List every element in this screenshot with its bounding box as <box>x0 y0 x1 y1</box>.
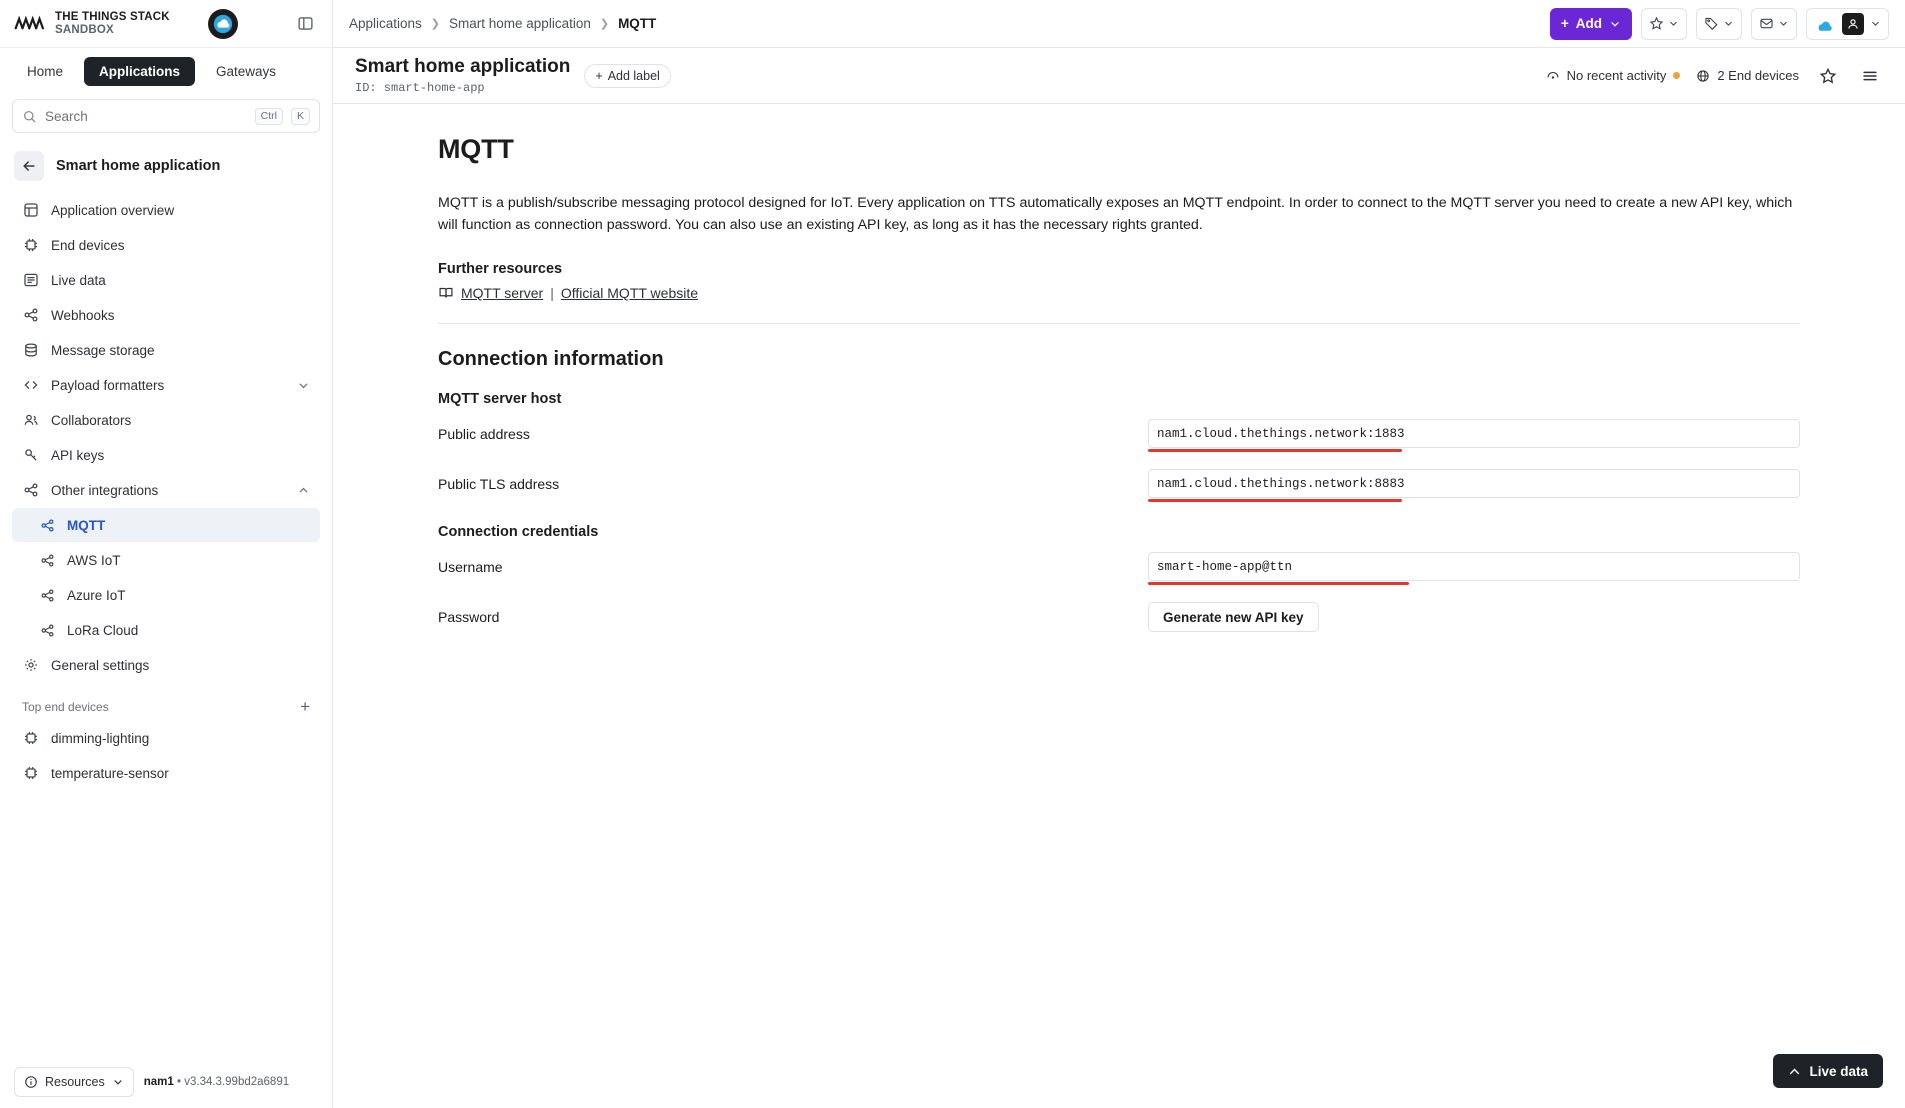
sidebar-item-webhooks[interactable] <box>12 298 320 332</box>
chevron-down-icon <box>297 379 310 392</box>
mqtt-server-host-title: MQTT server host <box>438 391 562 407</box>
share-icon <box>38 586 56 604</box>
further-resources-title: Further resources <box>438 261 563 277</box>
activity-dot <box>1673 72 1680 79</box>
chevron-up-icon <box>297 484 310 497</box>
breadcrumb-separator: ❯ <box>599 18 610 30</box>
top-end-devices-list <box>0 721 332 790</box>
collapse-sidebar-button[interactable] <box>292 11 318 37</box>
tab-gateways[interactable]: Gateways <box>216 64 277 79</box>
sidebar-item-dimming-lighting[interactable] <box>12 721 320 755</box>
activity-icon <box>1546 69 1560 83</box>
share-icon <box>38 516 56 534</box>
sidebar-item-live-data[interactable] <box>12 263 320 297</box>
search-kbd-key: K <box>291 108 310 125</box>
field-label: Username <box>438 559 503 575</box>
version-info <box>144 1076 289 1088</box>
public-tls-address-input[interactable]: nam1.cloud.thethings.network:8883 <box>1148 469 1800 498</box>
breadcrumb-applications[interactable]: Applications <box>349 16 422 31</box>
user-menu-button[interactable] <box>1806 8 1889 40</box>
sidebar-nav <box>0 193 332 682</box>
sidebar-item-label: Other integrations <box>51 482 159 498</box>
chip-icon <box>22 729 40 747</box>
field-label: Public TLS address <box>438 476 560 492</box>
sidebar-item-collaborators[interactable] <box>12 403 320 437</box>
sidebar-application-name: Smart home application <box>56 158 221 174</box>
share-icon <box>38 621 56 639</box>
divider <box>438 323 1800 324</box>
tag-icon <box>1704 16 1719 31</box>
share-icon <box>38 551 56 569</box>
cluster-name: nam1 <box>143 1076 174 1088</box>
main-area <box>333 0 1905 1108</box>
book-icon <box>438 285 454 301</box>
field-public-address <box>438 419 1800 452</box>
sidebar-item-label: Payload formatters <box>51 377 165 393</box>
sidebar-item-label: Webhooks <box>51 307 115 323</box>
share-icon <box>22 306 40 324</box>
application-header <box>333 48 1905 104</box>
sidebar-item-mqtt[interactable] <box>12 508 320 542</box>
sidebar-item-label: LoRa Cloud <box>67 622 139 638</box>
sidebar-item-payload-formatters[interactable] <box>12 368 320 402</box>
sidebar-item-label: temperature-sensor <box>51 765 169 781</box>
sidebar-item-label: Collaborators <box>51 412 132 428</box>
cloud-network-icon <box>212 13 234 35</box>
breadcrumb-current: MQTT <box>618 16 657 31</box>
chevron-down-icon <box>1668 18 1679 29</box>
sidebar-item-other-integrations[interactable] <box>12 473 320 507</box>
breadcrumb-separator: ❯ <box>430 18 441 30</box>
bookmarks-button[interactable] <box>1641 8 1687 40</box>
sidebar-item-label: General settings <box>51 657 150 673</box>
page-title: Smart home application <box>355 56 571 77</box>
star-icon <box>1649 16 1664 31</box>
sidebar-item-api-keys[interactable] <box>12 438 320 472</box>
application-header-meta <box>1546 63 1883 89</box>
username-input[interactable]: smart-home-app@ttn <box>1148 552 1800 581</box>
further-resources-links <box>438 285 1800 301</box>
notifications-button[interactable] <box>1751 8 1797 40</box>
cloud-icon <box>1814 13 1836 35</box>
add-end-device-button[interactable]: + <box>300 697 310 716</box>
sidebar-item-azure-iot[interactable] <box>12 578 320 612</box>
activity-text: No recent activity <box>1566 68 1667 83</box>
application-id: ID: smart-home-app <box>355 81 485 95</box>
sidebar-item-label: Azure IoT <box>67 587 126 603</box>
breadcrumb <box>349 16 656 31</box>
list-icon <box>22 271 40 289</box>
plus-icon: + <box>1560 16 1569 31</box>
mqtt-intro-text: MQTT is a publish/subscribe messaging protocol designed for IoT. Every application on TTS automatically exposes an MQTT endpoint. In order to connect to the MQTT server you need to create a new API key, which will function as connection password. You can also use an existing API key, as long as it has the necessary rights granted. <box>438 195 1793 233</box>
sidebar-tabs <box>0 48 332 97</box>
content-area <box>333 104 1905 1108</box>
link-mqtt-server[interactable]: MQTT server <box>461 285 544 301</box>
field-password <box>438 602 1800 632</box>
inbox-icon <box>1759 16 1774 31</box>
tags-button[interactable] <box>1696 8 1742 40</box>
chevron-down-icon <box>1609 18 1621 30</box>
users-icon <box>22 411 40 429</box>
mqtt-page-title: MQTT <box>438 134 514 164</box>
field-label: Public address <box>438 426 530 442</box>
sidebar-item-label: End devices <box>51 237 125 253</box>
bookmark-star-button[interactable] <box>1815 63 1841 89</box>
panel-collapse-icon <box>297 15 314 32</box>
sidebar-item-aws-iot[interactable] <box>12 543 320 577</box>
sidebar-item-application-overview[interactable] <box>12 193 320 227</box>
field-label: Password <box>438 609 500 625</box>
arrow-left-icon <box>21 158 37 174</box>
hamburger-icon <box>1861 67 1879 85</box>
chevron-up-icon <box>1788 1065 1801 1078</box>
globe-icon <box>1696 69 1710 83</box>
field-username <box>438 552 1800 585</box>
generate-new-api-key-button[interactable]: Generate new API key <box>1148 602 1319 632</box>
share-icon <box>22 481 40 499</box>
code-icon <box>22 376 40 394</box>
info-icon <box>24 1075 38 1089</box>
public-address-underline <box>1148 449 1402 452</box>
chevron-down-icon <box>112 1076 124 1088</box>
brand-logo[interactable] <box>14 11 170 37</box>
activity-status <box>1546 68 1681 83</box>
add-label-button[interactable] <box>584 64 670 88</box>
field-control <box>1148 602 1800 632</box>
search-input[interactable] <box>12 99 320 133</box>
username-underline <box>1148 582 1409 585</box>
content-inner <box>404 134 1834 632</box>
chevron-down-icon <box>1778 18 1789 29</box>
sidebar-item-lora-cloud[interactable] <box>12 613 320 647</box>
ttn-logo-badge <box>208 9 238 39</box>
sidebar-item-general-settings[interactable] <box>12 648 320 682</box>
sidebar-header <box>0 0 332 48</box>
back-button[interactable] <box>14 151 44 181</box>
brand-line-2: SANDBOX <box>55 23 114 36</box>
link-official-mqtt-website[interactable]: Official MQTT website <box>560 285 699 301</box>
user-icon <box>1846 17 1860 31</box>
plus-icon: + <box>595 68 603 83</box>
add-button-label: Add <box>1575 16 1602 31</box>
brand-line-1: THE THINGS STACK <box>55 10 170 23</box>
field-control <box>1148 419 1800 452</box>
field-control <box>1148 552 1800 585</box>
chip-icon <box>22 764 40 782</box>
live-data-button[interactable] <box>1773 1054 1883 1088</box>
chevron-down-icon <box>1870 18 1881 29</box>
field-public-tls-address <box>438 469 1800 502</box>
avatar <box>1842 13 1864 35</box>
link-separator: | <box>550 285 554 301</box>
sidebar-item-label: AWS IoT <box>67 552 121 568</box>
end-devices-text: 2 End devices <box>1717 68 1799 83</box>
search-placeholder: Search <box>45 108 88 124</box>
add-button[interactable] <box>1550 8 1632 40</box>
chip-icon <box>22 236 40 254</box>
things-stack-waves-icon <box>14 13 48 35</box>
version-separator: • <box>177 1076 182 1088</box>
resources-button[interactable] <box>14 1067 134 1097</box>
connection-information-title: Connection information <box>438 348 664 370</box>
add-label-text: Add label <box>607 68 660 83</box>
public-address-input[interactable]: nam1.cloud.thethings.network:1883 <box>1148 419 1800 448</box>
star-icon <box>1819 67 1837 85</box>
chevron-down-icon <box>1723 18 1734 29</box>
tab-home[interactable]: Home <box>27 64 64 79</box>
grid-icon <box>22 201 40 219</box>
top-end-devices-title: Top end devices <box>22 699 109 714</box>
tab-applications[interactable]: Applications <box>84 57 195 86</box>
sidebar-item-end-devices[interactable] <box>12 228 320 262</box>
sidebar-item-message-storage[interactable] <box>12 333 320 367</box>
sidebar-item-label: MQTT <box>67 517 106 533</box>
public-tls-address-underline <box>1148 499 1402 502</box>
sidebar-item-temperature-sensor[interactable] <box>12 756 320 790</box>
top-bar-actions <box>1550 8 1889 40</box>
sidebar <box>0 0 333 1108</box>
end-devices-count <box>1696 68 1799 83</box>
other-integrations-sublist <box>12 508 320 647</box>
connection-credentials-title: Connection credentials <box>438 524 599 540</box>
sidebar-item-label: Message storage <box>51 342 155 358</box>
key-icon <box>22 446 40 464</box>
more-menu-button[interactable] <box>1857 63 1883 89</box>
sidebar-footer <box>0 1056 332 1108</box>
version-number: v3.34.3.99bd2a6891 <box>184 1076 290 1088</box>
resources-label: Resources <box>45 1075 105 1089</box>
sidebar-application-row <box>0 145 332 193</box>
database-icon <box>22 341 40 359</box>
sidebar-item-label: Application overview <box>51 202 175 218</box>
sidebar-item-label: Live data <box>51 272 106 288</box>
sidebar-item-label: API keys <box>51 447 105 463</box>
top-bar <box>333 0 1905 48</box>
gear-icon <box>22 656 40 674</box>
search-kbd-ctrl: Ctrl <box>255 108 283 125</box>
field-control <box>1148 469 1800 502</box>
brand-text <box>55 11 170 37</box>
breadcrumb-smart-home-application[interactable]: Smart home application <box>449 16 591 31</box>
live-data-label: Live data <box>1809 1063 1868 1079</box>
sidebar-item-label: dimming-lighting <box>51 730 150 746</box>
search-icon <box>22 109 37 124</box>
application-title-block <box>355 56 570 95</box>
top-end-devices-header <box>0 698 332 715</box>
